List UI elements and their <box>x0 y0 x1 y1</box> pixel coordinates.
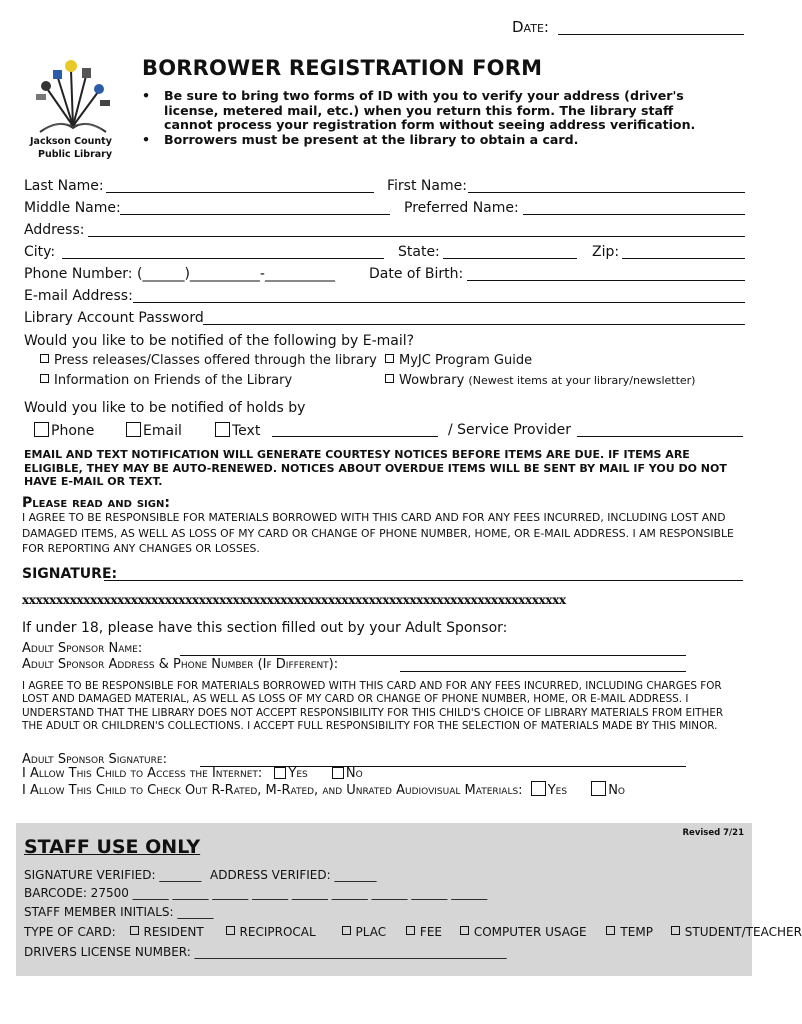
checkbox-icon[interactable] <box>40 374 49 383</box>
drivers-license: DRIVERS LICENSE NUMBER: ____________________________________________________ <box>24 945 507 959</box>
logo-text-2: Public Library <box>38 149 113 160</box>
text-number-field[interactable] <box>272 424 438 437</box>
first-name-label: First Name: <box>387 178 467 194</box>
page-title: BORROWER REGISTRATION FORM <box>142 56 543 80</box>
logo-text-1: Jackson County <box>30 136 112 147</box>
checkbox-icon[interactable] <box>385 374 394 383</box>
internet-permission: I Allow This Child to Access the Internet: Yes No <box>22 766 363 781</box>
address-field[interactable] <box>88 224 745 237</box>
checkbox-icon[interactable] <box>274 767 286 779</box>
checkbox-icon[interactable] <box>385 354 394 363</box>
holds-phone-option[interactable]: Phone <box>34 422 94 439</box>
email-label: E-mail Address: <box>24 288 133 304</box>
signature-verified: SIGNATURE VERIFIED: _______ <box>24 868 202 882</box>
dob-field[interactable] <box>467 268 745 281</box>
date-field[interactable] <box>558 22 744 35</box>
checkbox-icon[interactable] <box>531 781 546 796</box>
barcode: BARCODE: 27500 ______ ______ ______ ______ ______ ______ ______ ______ ______ <box>24 886 488 900</box>
agreement-heading: Please read and sign: <box>22 495 170 511</box>
last-name-label: Last Name: <box>24 178 104 194</box>
checkbox-icon[interactable] <box>215 422 230 437</box>
checkbox-icon[interactable] <box>342 926 351 935</box>
library-logo-icon <box>26 56 120 136</box>
checkbox-icon[interactable] <box>226 926 235 935</box>
staff-initials: STAFF MEMBER INITIALS: ______ <box>24 905 214 919</box>
instructions-list <box>142 89 726 147</box>
instruction-1: • Be sure to bring two forms of ID with you to verify your address (driver's license, metered mail, etc.) when you return this form. The library staff cannot process your registration form without seeing address verification. <box>142 88 696 132</box>
holds-text-option[interactable]: Text <box>215 422 260 439</box>
middle-name-field[interactable] <box>120 202 390 215</box>
staff-use-panel <box>16 823 802 976</box>
card-type-row: TYPE OF CARD: RESIDENT RECIPROCAL PLAC FEE COMPUTER USAGE TEMP STUDENT/TEACHER <box>24 925 802 939</box>
sponsor-signature-label: Adult Sponsor Signature: <box>22 752 167 767</box>
sponsor-address-label: Adult Sponsor Address & Phone Number (If Different): <box>22 657 339 672</box>
staff-title: STAFF USE ONLY <box>24 836 201 858</box>
phone-label[interactable]: Phone Number: (______)__________-__________ <box>24 266 335 282</box>
checkbox-icon[interactable] <box>460 926 469 935</box>
holds-question: Would you like to be notified of holds by <box>24 400 306 416</box>
middle-name-label: Middle Name: <box>24 200 121 216</box>
checkbox-icon[interactable] <box>332 767 344 779</box>
card-type-fee[interactable]: FEE <box>406 925 442 939</box>
av-yes[interactable]: Yes <box>531 783 567 798</box>
av-permission: I Allow This Child to Check Out R-Rated, M-Rated, and Unrated Audiovisual Materials: Yes No <box>22 783 625 798</box>
checkbox-icon[interactable] <box>126 422 141 437</box>
notify-option-press[interactable]: Press releases/Classes offered through the library <box>40 353 377 368</box>
library-logo <box>26 56 120 136</box>
notify-question: Would you like to be notified of the following by E-mail? <box>24 333 415 349</box>
agreement-text: I AGREE TO BE RESPONSIBLE FOR MATERIALS BORROWED WITH THIS CARD AND FOR ANY FEES INCURRED, INCLUDING LOST AND DAMAGED ITEMS, AS WELL AS LOSS OF MY CARD OR CHANGE OF PHONE NUMBER, HOME, OR E-MAIL ADDRESS. I AM RESPONSIBLE FOR REPORTING ANY CHANGES OR LOSSES. <box>22 511 734 555</box>
sponsor-name-field[interactable] <box>180 643 686 656</box>
notify-option-friends[interactable]: Information on Friends of the Library <box>40 373 292 388</box>
preferred-name-label: Preferred Name: <box>404 200 519 216</box>
signature-field[interactable] <box>104 568 743 581</box>
card-type-student[interactable]: STUDENT/TEACHER <box>671 925 802 939</box>
first-name-field[interactable] <box>468 180 745 193</box>
internet-yes[interactable]: Yes <box>274 766 307 781</box>
password-label: Library Account Password <box>24 310 204 326</box>
dob-label: Date of Birth: <box>369 266 464 282</box>
zip-field[interactable] <box>622 246 745 259</box>
state-label: State: <box>398 244 440 260</box>
sponsor-name-label: Adult Sponsor Name: <box>22 641 143 656</box>
date-label: Date: <box>512 18 549 36</box>
service-provider-label: / Service Provider <box>448 422 571 438</box>
checkbox-icon[interactable] <box>130 926 139 935</box>
last-name-field[interactable] <box>106 180 374 193</box>
password-field[interactable] <box>203 312 745 325</box>
checkbox-icon[interactable] <box>591 781 606 796</box>
sponsor-address-field[interactable] <box>400 659 686 672</box>
sponsor-agreement-text: I AGREE TO BE RESPONSIBLE FOR MATERIALS BORROWED WITH THIS CARD AND FOR ANY FEES INCURRED, INCLUDING CHARGES FOR LOST AND DAMAGED MATERIAL, AS WELL AS LOSS OF MY CARD OR CHANGE OF PHONE NUMBER, HOME, OR E-MAIL ADDRESS. I UNDERSTAND THAT THE LIBRARY DOES NOT ACCEPT RESPONSIBILITY FOR THIS CHILD'S CHOICE OF LIBRARY MATERIALS FROM EITHER THE ADULT OR CHILDREN'S COLLECTIONS. I ACCEPT FULL RESPONSIBILITY FOR THE SELECTION OF MATERIALS MADE BY THIS MINOR. <box>22 680 724 733</box>
card-type-temp[interactable]: TEMP <box>606 925 653 939</box>
email-field[interactable] <box>133 290 745 303</box>
preferred-name-field[interactable] <box>523 202 745 215</box>
state-field[interactable] <box>443 246 577 259</box>
notify-option-myjc[interactable]: MyJC Program Guide <box>385 353 532 368</box>
notification-notice: EMAIL AND TEXT NOTIFICATION WILL GENERATE COURTESY NOTICES BEFORE ITEMS ARE DUE. IF ITEMS ARE ELIGIBLE, THEY MAY BE AUTO-RENEWED. NOTICES ABOUT OVERDUE ITEMS WILL BE SENT BY MAIL IF YOU DO NOT HAVE E-MAIL OR TEXT. <box>24 448 727 488</box>
service-provider-field[interactable] <box>577 424 743 437</box>
internet-no[interactable]: No <box>332 766 363 781</box>
zip-label: Zip: <box>592 244 620 260</box>
notify-option-wowbrary[interactable]: Wowbrary (Newest items at your library/newsletter) <box>385 373 695 388</box>
checkbox-icon[interactable] <box>406 926 415 935</box>
card-type-plac[interactable]: PLAC <box>342 925 387 939</box>
checkbox-icon[interactable] <box>40 354 49 363</box>
checkbox-icon[interactable] <box>671 926 680 935</box>
checkbox-icon[interactable] <box>606 926 615 935</box>
av-no[interactable]: No <box>591 783 625 798</box>
card-type-resident[interactable]: RESIDENT <box>130 925 204 939</box>
holds-email-option[interactable]: Email <box>126 422 182 439</box>
signature-label: SIGNATURE: <box>22 566 118 582</box>
sponsor-intro: If under 18, please have this section filled out by your Adult Sponsor: <box>22 620 508 636</box>
card-type-computer[interactable]: COMPUTER USAGE <box>460 925 587 939</box>
revised-date: Revised 7/21 <box>682 828 744 838</box>
x-line: xxxxxxxxxxxxxxxxxxxxxxxxxxxxxxxxxxxxxxxxxxxxxxxxxxxxxxxxxxxxxxxxxxxxxxxxxxxxxxxx <box>22 593 566 607</box>
address-verified: ADDRESS VERIFIED: _______ <box>210 868 377 882</box>
city-field[interactable] <box>62 246 384 259</box>
address-label: Address: <box>24 222 85 238</box>
instruction-2: • Borrowers must be present at the library to obtain a card. <box>142 131 579 147</box>
checkbox-icon[interactable] <box>34 422 49 437</box>
card-type-reciprocal[interactable]: RECIPROCAL <box>226 925 316 939</box>
city-label: City: <box>24 244 56 260</box>
